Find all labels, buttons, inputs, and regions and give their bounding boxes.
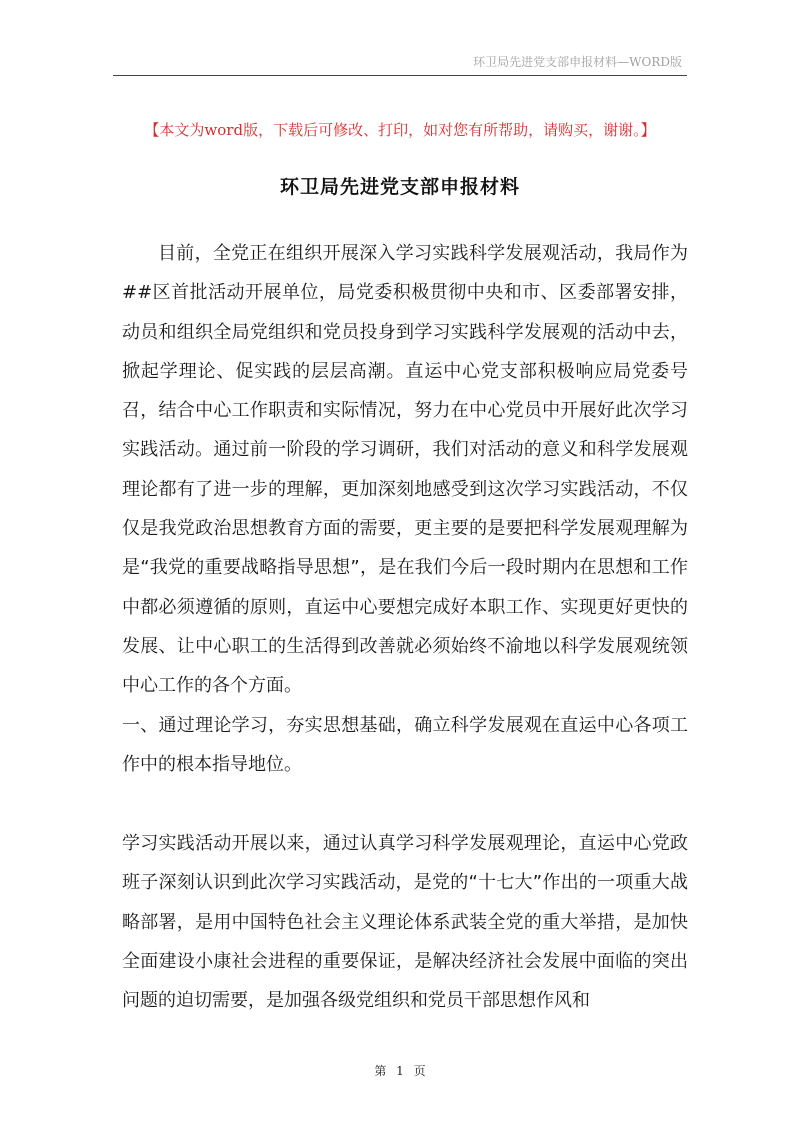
body-paragraph-2: [122, 824, 688, 1020]
footer-prefix: 第: [374, 1064, 387, 1078]
body-paragraph-1: [122, 234, 688, 706]
running-header: 环卫局先进党支部申报材料—WORD版: [473, 55, 682, 69]
footer-suffix: 页: [413, 1064, 426, 1078]
section-heading-1: [122, 706, 688, 785]
download-notice: 【本文为word版，下载后可修改、打印，如对您有所帮助，请购买，谢谢。】: [144, 121, 656, 139]
page-number: 1: [396, 1064, 404, 1078]
paragraph-text: 学习实践活动开展以来，通过认真学习科学发展观理论，直运中心党政班子深刻认识到此次学习实践活动，是党的“十七大”作出的一项重大战略部署，是用中国特色社会主义理论体系武装全党的重大举措，是加快全面建设小康社会进程的重要保证，是解决经济社会发展中面临的突出问题的迫切需要，是加强各级党组织和党员干部思想作风和: [122, 833, 688, 1012]
paragraph-text: 目前，全党正在组织开展深入学习实践科学发展观活动，我局作为##区首批活动开展单位，局党委积极贯彻中央和市、区委部署安排，动员和组织全局党组织和党员投身到学习实践科学发展观的活动中去，掀起学理论、促实践的层层高潮。直运中心党支部积极响应局党委号召，结合中心工作职责和实际情况，努力在中心党员中开展好此次学习实践活动。通过前一阶段的学习调研，我们对活动的意义和科学发展观理论都有了进一步的理解，更加深刻地感受到这次学习实践活动，不仅仅是我党政治思想教育方面的需要，更主要的是要把科学发展观理解为是“我党的重要战略指导思想”，是在我们今后一段时期内在思想和工作中都必须遵循的原则，直运中心要想完成好本职工作、实现更好更快的发展、让中心职工的生活得到改善就必须始终不渝地以科学发展观统领中心工作的各个方面。: [122, 243, 688, 697]
page-footer: [0, 1062, 800, 1079]
document-title: 环卫局先进党支部申报材料: [279, 176, 520, 198]
section-heading-text: 一、通过理论学习，夯实思想基础，确立科学发展观在直运中心各项工作中的根本指导地位。: [122, 715, 688, 776]
header-divider: [113, 75, 687, 76]
